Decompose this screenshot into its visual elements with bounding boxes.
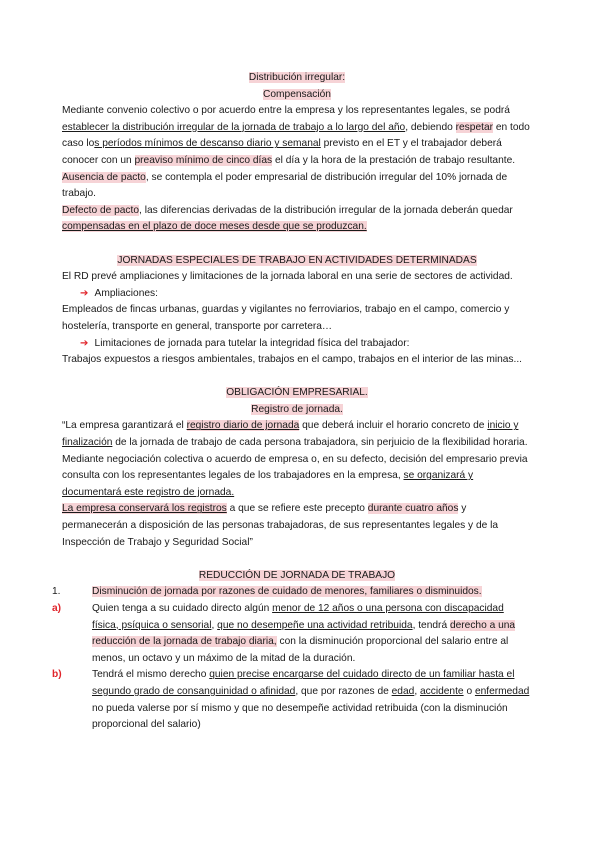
bullet-limitaciones: ➔ Limitaciones de jornada para tutelar la integridad física del trabajador: (80, 337, 410, 349)
paragraph-limitaciones: Trabajos expuestos a riesgos ambientales, trabajos en el campo, trabajos en el interior de las minas... (62, 354, 522, 366)
paragraph-rd: El RD prevé ampliaciones y limitaciones de la jornada laboral en una serie de sectores de actividad. (62, 271, 513, 283)
section-title-distribucion: Distribución irregular: (248, 72, 346, 83)
section-title-reduccion: REDUCCIÓN DE JORNADA DE TRABAJO (198, 569, 396, 581)
paragraph-ausencia-pacto: Ausencia de pacto, se contempla el poder empresarial de distribución irregular del 10% jornada de trabajo. (62, 171, 508, 200)
bullet-ampliaciones: ➔ Ampliaciones: (80, 287, 158, 299)
section-title-obligacion: OBLIGACIÓN EMPRESARIAL. (226, 387, 368, 399)
document-page (52, 70, 532, 734)
arrow-right-icon: ➔ (80, 287, 89, 299)
paragraph-conservara: La empresa conservará los registros a que se refiere este precepto durante cuatro años y permanecerán a disposición de las personas trabajadoras, de sus representantes legales y de la Inspección de Trabajo y Seguridad Social” (62, 503, 499, 548)
numbered-list (52, 584, 532, 733)
arrow-right-icon: ➔ (80, 337, 89, 349)
paragraph-negociacion: Mediante negociación colectiva o acuerdo de empresa o, en su defecto, decisión del empresario previa consulta con los representantes legales de los trabajadores en la empresa, se organizará y documentará este registro de jornada. (62, 453, 528, 498)
list-item-a: a) Quien tenga a su cuidado directo algún menor de 12 años o una persona con discapacidad física, psíquica o sensorial, que no desempeñe una actividad retribuida, tendrá derecho a una reducción de la jornada de trabajo diaria, con la disminución proporcional del salario entre al menos, un octavo y un máximo de la mitad de la duración. (52, 603, 516, 664)
paragraph-defecto-pacto: Defecto de pacto, las diferencias derivadas de la distribución irregular de la jornada deberán quedar compensadas en el plazo de doce meses desde que se produzcan. (62, 204, 513, 233)
section-title-jornadas-especiales: JORNADAS ESPECIALES DE TRABAJO EN ACTIVIDADES DETERMINADAS (117, 254, 477, 266)
paragraph-convenio: Mediante convenio colectivo o por acuerdo entre la empresa y los representantes legales, se podrá establecer la distribución irregular de la jornada de trabajo a lo largo del año, debiendo respetar en todo caso los períodos mínimos de descanso diario y semanal previsto en el ET y el trabajador deberá conocer con un preaviso mínimo de cinco días el día y la hora de la prestación de trabajo resultante. (62, 105, 530, 166)
paragraph-garantizara: “La empresa garantizará el registro diario de jornada que deberá incluir el horario concreto de inicio y finalización de la jornada de trabajo de cada persona trabajadora, sin perjuicio de la flexibilidad horaria. (62, 420, 528, 449)
section-subtitle-compensacion: Compensación (263, 88, 331, 100)
paragraph-ampliaciones: Empleados de fincas urbanas, guardas y vigilantes no ferroviarios, trabajo en el campo, comercio y hostelería, transporte en general, transporte por carretera… (62, 304, 510, 332)
list-item-disminucion: 1. Disminución de jornada por razones de cuidado de menores, familiares o disminuidos. (52, 586, 482, 598)
section-subtitle-registro: Registro de jornada. (251, 403, 343, 415)
list-item-b: b) Tendrá el mismo derecho quien precise encargarse del cuidado directo de un familiar hasta el segundo grado de consanguinidad o afinidad, que por razones de edad, accidente o enfermedad no pueda valerse por sí mismo y que no desempeñe actividad retribuida (con la disminución proporcional del salario) (52, 669, 530, 731)
